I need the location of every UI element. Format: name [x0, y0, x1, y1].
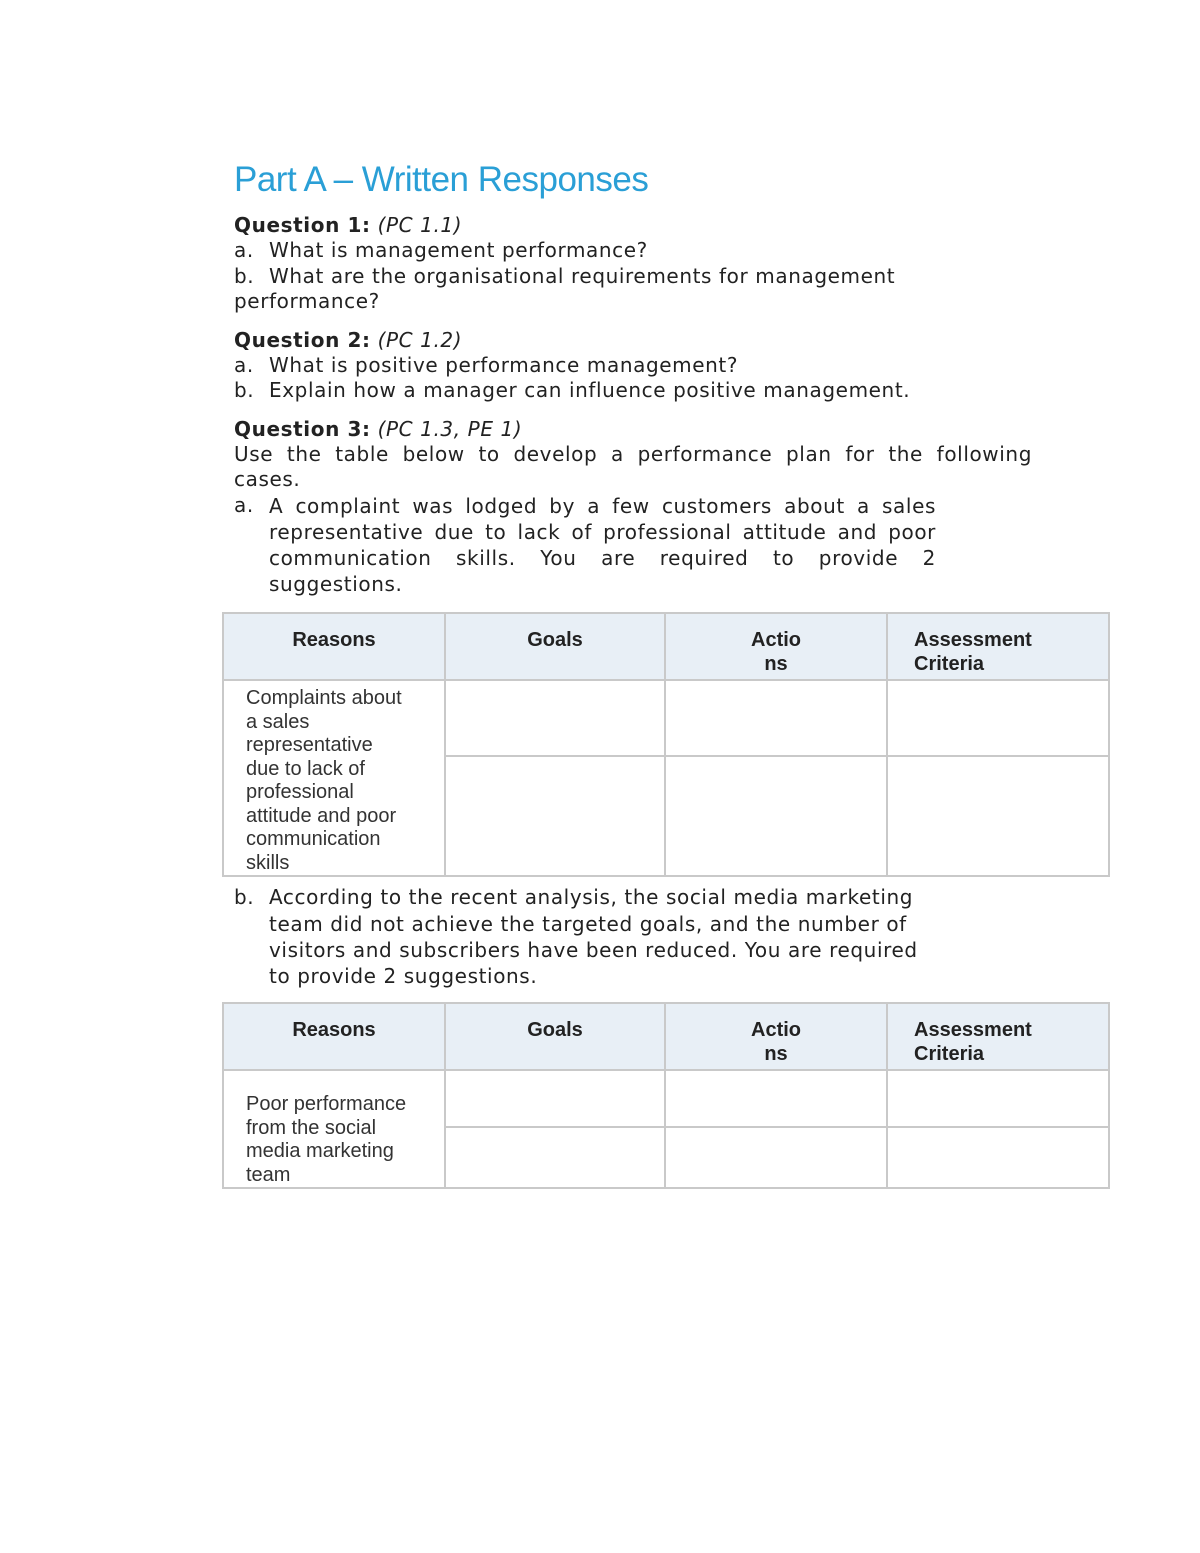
- table-b-header-assessment-line1: Assessment: [914, 1019, 1032, 1041]
- question-2-label: Question 2:: [234, 327, 371, 352]
- question-3a-label: a.: [234, 492, 254, 517]
- question-2a: [234, 353, 1034, 379]
- table-b-header-actions-line1: Actio: [751, 1019, 801, 1041]
- table-a-action-cell-1[interactable]: [665, 680, 887, 756]
- table-row: [223, 1070, 1109, 1127]
- table-a-reason-line: representative: [246, 734, 373, 756]
- table-a-header-actions-line1: Actio: [751, 629, 801, 651]
- document-page: [234, 158, 1034, 597]
- question-3a: [234, 493, 1034, 597]
- question-1a-label: a.: [234, 238, 254, 262]
- table-a-header-assessment-line1: Assessment: [914, 629, 1032, 651]
- question-3-intro-line2: cases.: [234, 467, 301, 491]
- question-1b-text-line2: performance?: [234, 289, 380, 313]
- question-3b-line2: team did not achieve the targeted goals, and the number of: [269, 911, 907, 936]
- table-a-header-assessment-line2: Criteria: [914, 653, 985, 675]
- question-3b-label: b.: [234, 885, 255, 909]
- table-b-action-cell-1[interactable]: [665, 1070, 887, 1127]
- question-3-ref: (PC 1.3, PE 1): [377, 416, 523, 441]
- question-2b-text: Explain how a manager can influence positive management.: [269, 378, 911, 402]
- question-3b-line4: to provide 2 suggestions.: [269, 963, 538, 988]
- question-2a-label: a.: [234, 352, 254, 377]
- table-row: [223, 680, 1109, 756]
- question-1a-text: What is management performance?: [269, 238, 648, 262]
- table-b-header-actions: [665, 1003, 887, 1070]
- table-a-header-row: [223, 613, 1109, 680]
- table-a-header-actions-line2: ns: [764, 653, 788, 675]
- table-b-assessment-cell-1[interactable]: [887, 1070, 1109, 1127]
- table-a-header-goals: Goals: [445, 613, 665, 680]
- table-a-assessment-cell-2[interactable]: [887, 756, 1109, 876]
- question-2-ref: (PC 1.2): [377, 327, 463, 352]
- question-1a: [234, 238, 1034, 264]
- question-3b-line3: visitors and subscribers have been reduced. You are required: [269, 937, 918, 962]
- table-b-reason-line: team: [246, 1163, 291, 1186]
- table-a-reason-line: attitude and poor: [246, 804, 397, 827]
- question-2b: [234, 378, 1034, 404]
- question-1b-label: b.: [234, 263, 255, 288]
- question-3b: [234, 885, 1034, 989]
- table-b-header-row: [223, 1003, 1109, 1070]
- question-3-intro-line1: Use the table below to develop a performance plan for the following: [234, 441, 1032, 466]
- table-b-goal-cell-2[interactable]: [445, 1127, 665, 1188]
- question-1b: [234, 264, 1034, 290]
- table-b-header-assessment-line2: Criteria: [914, 1043, 985, 1065]
- table-b-goal-cell-1[interactable]: [445, 1070, 665, 1127]
- table-a-reason-cell: [223, 680, 445, 876]
- question-2b-label: b.: [234, 378, 255, 402]
- table-b-reason-line: Poor performance: [246, 1093, 407, 1115]
- table-b-header-goals: Goals: [445, 1003, 665, 1070]
- table-b-reason-line: media marketing: [246, 1140, 394, 1162]
- table-a-goal-cell-1[interactable]: [445, 680, 665, 756]
- question-3a-text: A complaint was lodged by a few customers about a sales representative due to lack of professional attitude and poor communication skills. You are required to provide 2 suggestions.: [269, 493, 936, 596]
- question-1b-text-line1: What are the organisational requirements for management: [269, 263, 896, 288]
- table-b-header-assessment: [887, 1003, 1109, 1070]
- question-3-heading: [234, 416, 1034, 442]
- question-3b-line1: According to the recent analysis, the social media marketing: [269, 885, 914, 909]
- question-2a-text: What is positive performance management?: [269, 352, 739, 377]
- table-a-reason-line: communication: [246, 828, 381, 850]
- question-1-label: Question 1:: [234, 213, 371, 237]
- table-a-header-reasons: Reasons: [223, 613, 445, 680]
- question-1-ref: (PC 1.1): [377, 213, 463, 237]
- page-title: Part A – Written Responses: [234, 160, 649, 199]
- question-3-label: Question 3:: [234, 416, 371, 441]
- table-a-reason-line: due to lack of: [246, 757, 365, 780]
- table-b-reason-cell: [223, 1070, 445, 1188]
- table-b-reason-line: from the social: [246, 1116, 377, 1139]
- table-a-reason-line: a sales: [246, 710, 310, 733]
- table-b-action-cell-2[interactable]: [665, 1127, 887, 1188]
- table-b-assessment-cell-2[interactable]: [887, 1127, 1109, 1188]
- question-3b-line1-row: [234, 885, 1034, 911]
- table-a-reason-line: professional: [246, 781, 354, 803]
- table-a-header-assessment: [887, 613, 1109, 680]
- table-b-header-actions-line2: ns: [764, 1043, 788, 1065]
- table-a-goal-cell-2[interactable]: [445, 756, 665, 876]
- performance-plan-table-a: [222, 612, 1110, 877]
- table-a-action-cell-2[interactable]: [665, 756, 887, 876]
- performance-plan-table-b: [222, 1002, 1110, 1189]
- table-a-reason-line: skills: [246, 851, 290, 874]
- question-1-heading: [234, 212, 1034, 238]
- table-a-header-actions: [665, 613, 887, 680]
- table-a-assessment-cell-1[interactable]: [887, 680, 1109, 756]
- question-2-heading: [234, 327, 1034, 353]
- table-a-reason-line: Complaints about: [246, 687, 402, 709]
- table-b-header-reasons: Reasons: [223, 1003, 445, 1070]
